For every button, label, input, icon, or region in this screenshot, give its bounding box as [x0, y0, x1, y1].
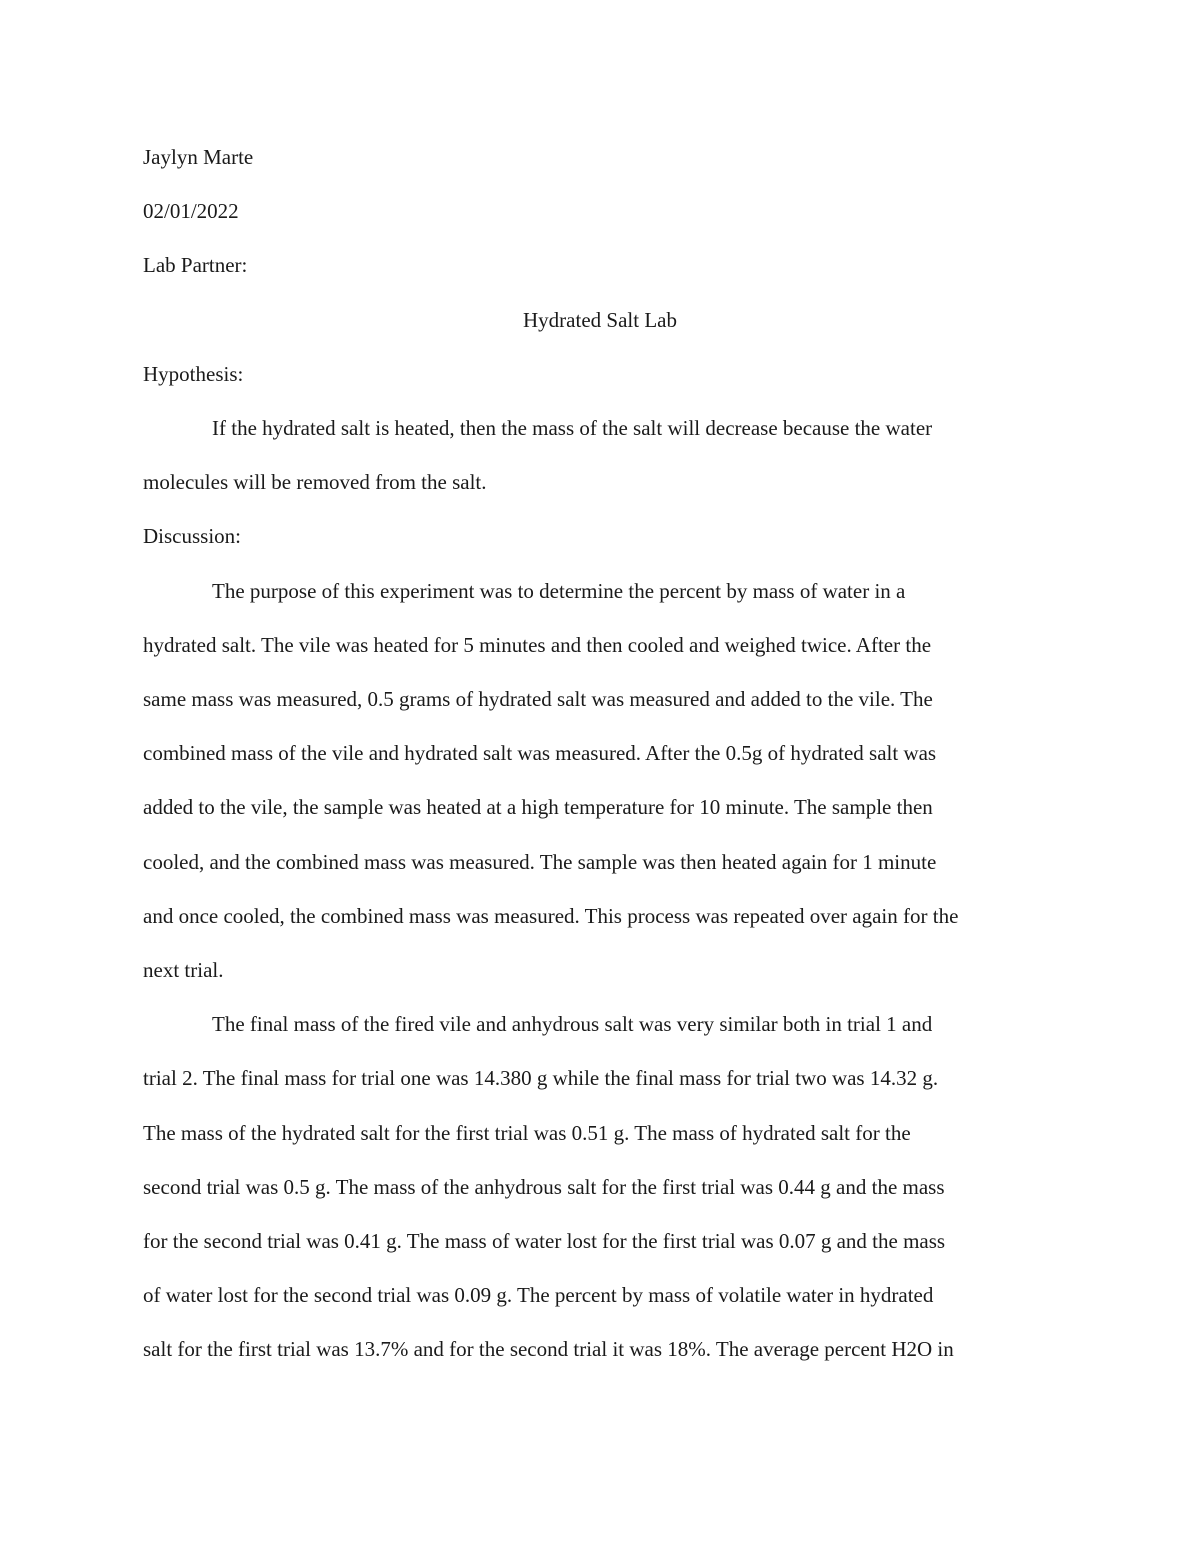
document-page — [143, 130, 1063, 1377]
discussion-line: next trial. — [143, 958, 224, 983]
discussion-line: salt for the first trial was 13.7% and for the second trial it was 18%. The average percent H2O in — [143, 1337, 954, 1362]
discussion-line: second trial was 0.5 g. The mass of the anhydrous salt for the first trial was 0.44 g and the mass — [143, 1174, 945, 1199]
discussion-paragraph-2 — [143, 997, 1063, 1376]
discussion-heading: Discussion: — [143, 524, 242, 549]
hypothesis-line: If the hydrated salt is heated, then the mass of the salt will decrease because the water — [212, 416, 933, 441]
discussion-line: combined mass of the vile and hydrated salt was measured. After the 0.5g of hydrated salt was — [143, 741, 937, 766]
discussion-line: and once cooled, the combined mass was measured. This process was repeated over again for the — [143, 903, 959, 928]
discussion-line: cooled, and the combined mass was measured. The sample was then heated again for 1 minute — [143, 849, 937, 874]
discussion-line: The purpose of this experiment was to determine the percent by mass of water in a — [212, 578, 906, 603]
document-date: 02/01/2022 — [143, 199, 239, 224]
discussion-line: trial 2. The final mass for trial one was 14.380 g while the final mass for trial two was 14.32 g. — [143, 1066, 939, 1091]
discussion-line: The mass of the hydrated salt for the first trial was 0.51 g. The mass of hydrated salt for the — [143, 1120, 911, 1145]
discussion-line: hydrated salt. The vile was heated for 5 minutes and then cooled and weighed twice. After the — [143, 632, 932, 657]
hypothesis-line: molecules will be removed from the salt. — [143, 470, 487, 495]
document-title: Hydrated Salt Lab — [523, 307, 677, 332]
discussion-line: added to the vile, the sample was heated at a high temperature for 10 minute. The sample then — [143, 795, 933, 820]
hypothesis-heading: Hypothesis: — [143, 361, 244, 386]
discussion-line: same mass was measured, 0.5 grams of hydrated salt was measured and added to the vile. The — [143, 687, 933, 712]
discussion-line: of water lost for the second trial was 0.09 g. The percent by mass of volatile water in hydrated — [143, 1283, 934, 1308]
discussion-line: for the second trial was 0.41 g. The mass of water lost for the first trial was 0.07 g and the mass — [143, 1229, 946, 1254]
author-name: Jaylyn Marte — [143, 145, 254, 169]
hypothesis-paragraph — [143, 401, 1063, 509]
discussion-paragraph-1 — [143, 564, 1063, 998]
discussion-line: The final mass of the fired vile and anhydrous salt was very similar both in trial 1 and — [212, 1012, 933, 1037]
lab-partner-label: Lab Partner: — [143, 253, 248, 278]
